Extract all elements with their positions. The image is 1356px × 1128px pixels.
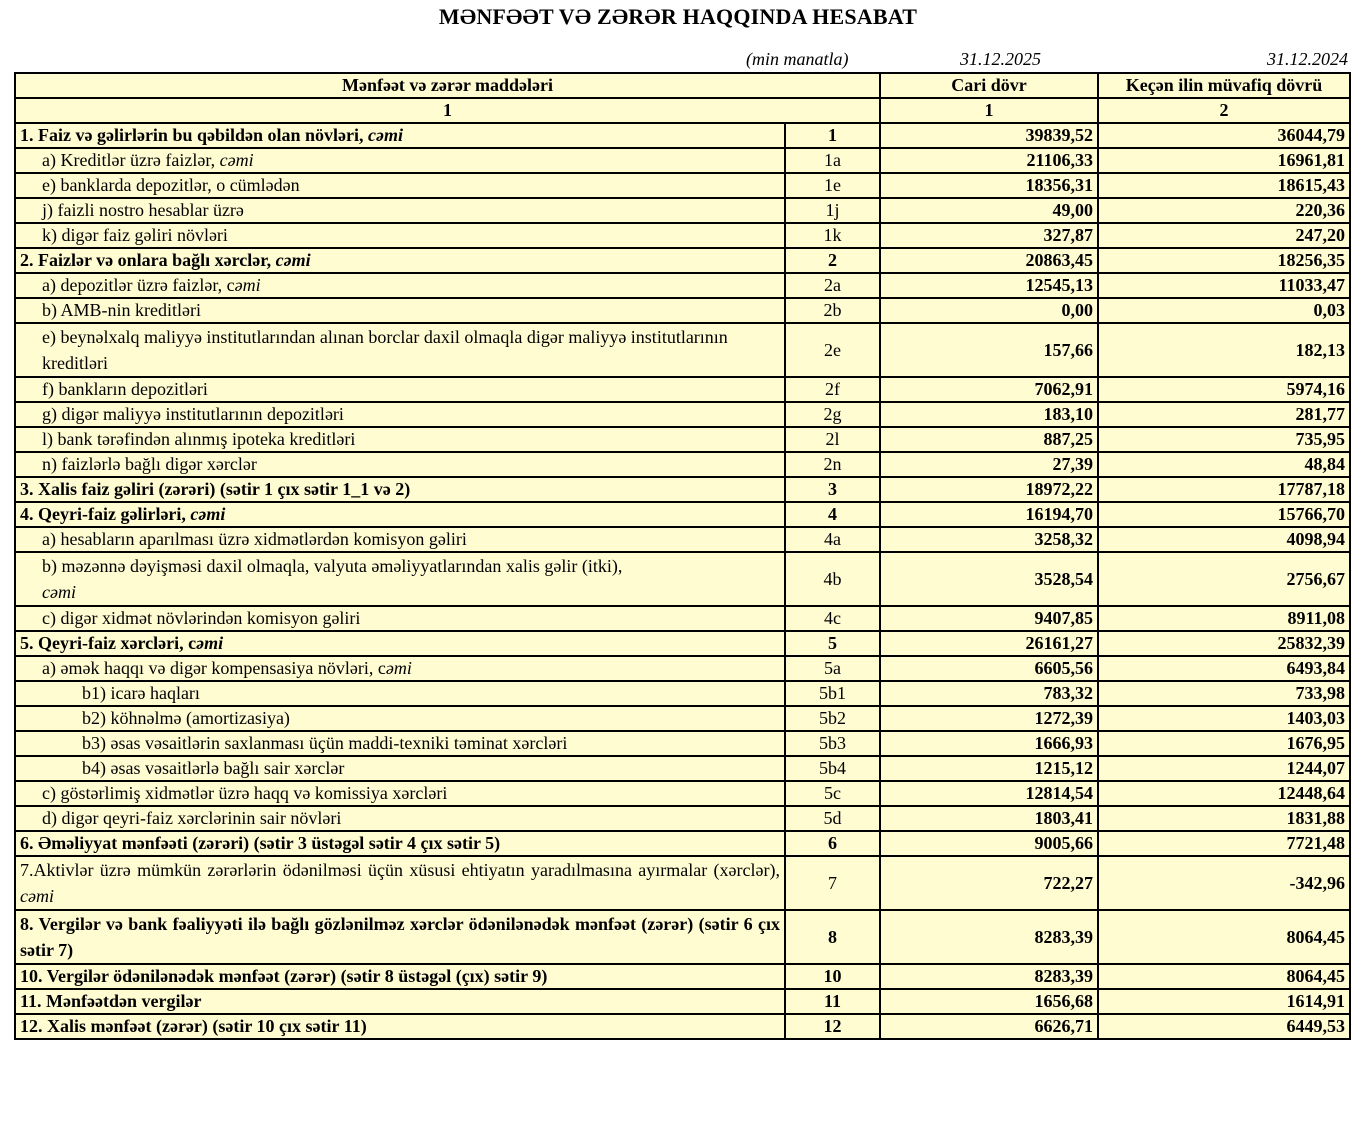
row-code: 1a (785, 148, 880, 173)
row-code: 2b (785, 298, 880, 323)
row-label: e) banklarda depozitlər, o cümlədən (15, 173, 785, 198)
column-number-items: 1 (15, 98, 880, 123)
row-previous-value: 4098,94 (1098, 527, 1350, 552)
row-label: b4) əsas vəsaitlərlə bağlı sair xərclər (15, 756, 785, 781)
table-row (15, 427, 1350, 452)
row-code: 2e (785, 323, 880, 377)
row-code: 1 (785, 123, 880, 148)
row-previous-value: 1244,07 (1098, 756, 1350, 781)
table-row (15, 856, 1350, 910)
row-current-value: 12814,54 (880, 781, 1098, 806)
row-current-value: 12545,13 (880, 273, 1098, 298)
table-row (15, 123, 1350, 148)
row-previous-value: 17787,18 (1098, 477, 1350, 502)
row-code: 1j (785, 198, 880, 223)
table-row (15, 452, 1350, 477)
row-current-value: 783,32 (880, 681, 1098, 706)
row-label: b) məzənnə dəyişməsi daxil olmaqla, valyuta əməliyyatlarından xalis gəlir (itki), cəmi (15, 552, 785, 606)
column-number-current: 1 (880, 98, 1098, 123)
table-row (15, 831, 1350, 856)
row-label: 1. Faiz və gəlirlərin bu qəbildən olan növləri, cəmi (15, 123, 785, 148)
row-previous-value: 11033,47 (1098, 273, 1350, 298)
table-row (15, 248, 1350, 273)
row-label: b) AMB-nin kreditləri (15, 298, 785, 323)
row-current-value: 157,66 (880, 323, 1098, 377)
row-code: 4 (785, 502, 880, 527)
row-code: 2a (785, 273, 880, 298)
row-label: c) digər xidmət növlərindən komisyon gəliri (15, 606, 785, 631)
row-current-value: 722,27 (880, 856, 1098, 910)
row-current-value: 6605,56 (880, 656, 1098, 681)
unit-label: (min manatla) (746, 49, 849, 69)
row-current-value: 18972,22 (880, 477, 1098, 502)
row-previous-value: 182,13 (1098, 323, 1350, 377)
row-previous-value: 247,20 (1098, 223, 1350, 248)
row-code: 6 (785, 831, 880, 856)
row-label: 4. Qeyri-faiz gəlirləri, cəmi (15, 502, 785, 527)
row-current-value: 6626,71 (880, 1014, 1098, 1039)
row-label: j) faizli nostro hesablar üzrə (15, 198, 785, 223)
table-row (15, 477, 1350, 502)
date-previous: 31.12.2024 (1267, 49, 1348, 69)
row-previous-value: -342,96 (1098, 856, 1350, 910)
row-code: 2f (785, 377, 880, 402)
row-current-value: 1666,93 (880, 731, 1098, 756)
row-current-value: 887,25 (880, 427, 1098, 452)
table-row (15, 323, 1350, 377)
row-label: 5. Qeyri-faiz xərcləri, cəmi (15, 631, 785, 656)
row-label: l) bank tərəfindən alınmış ipoteka kreditləri (15, 427, 785, 452)
table-row (15, 781, 1350, 806)
row-previous-value: 25832,39 (1098, 631, 1350, 656)
row-code: 5 (785, 631, 880, 656)
row-previous-value: 2756,67 (1098, 552, 1350, 606)
row-code: 5c (785, 781, 880, 806)
row-label: b3) əsas vəsaitlərin saxlanması üçün maddi-texniki təminat xərcləri (15, 731, 785, 756)
row-code: 5b4 (785, 756, 880, 781)
row-code: 2n (785, 452, 880, 477)
row-previous-value: 12448,64 (1098, 781, 1350, 806)
row-previous-value: 8911,08 (1098, 606, 1350, 631)
table-row (15, 606, 1350, 631)
report-title: MƏNFƏƏT VƏ ZƏRƏR HAQQINDA HESABAT (438, 4, 918, 29)
row-code: 5d (785, 806, 880, 831)
row-label: 7.Aktivlər üzrə mümkün zərərlərin ödənilməsi üçün xüsusi ehtiyatın yaradılmasına ayırmalar (xərclər), cəmi (15, 856, 785, 910)
row-current-value: 20863,45 (880, 248, 1098, 273)
row-label: e) beynəlxalq maliyyə institutlarından alınan borclar daxil olmaqla digər maliyyə institutlarının kreditləri (15, 323, 785, 377)
table-row (15, 377, 1350, 402)
row-previous-value: 18256,35 (1098, 248, 1350, 273)
header-previous: Keçən ilin müvafiq dövrü (1098, 73, 1350, 98)
row-previous-value: 1614,91 (1098, 989, 1350, 1014)
row-current-value: 18356,31 (880, 173, 1098, 198)
row-label: 11. Mənfəətdən vergilər (15, 989, 785, 1014)
row-current-value: 39839,52 (880, 123, 1098, 148)
row-label: 10. Vergilər ödənilənədək mənfəət (zərər) (sətir 8 üstəgəl (çıx) sətir 9) (15, 964, 785, 989)
header-row (15, 73, 1350, 98)
row-code: 2l (785, 427, 880, 452)
row-label: n) faizlərlə bağlı digər xərclər (15, 452, 785, 477)
row-code: 2 (785, 248, 880, 273)
table-row (15, 656, 1350, 681)
row-label: f) bankların depozitləri (15, 377, 785, 402)
table-row (15, 298, 1350, 323)
table-row (15, 173, 1350, 198)
row-code: 4a (785, 527, 880, 552)
row-previous-value: 1831,88 (1098, 806, 1350, 831)
row-label: 3. Xalis faiz gəliri (zərəri) (sətir 1 çıx sətir 1_1 və 2) (15, 477, 785, 502)
row-current-value: 327,87 (880, 223, 1098, 248)
row-previous-value: 1676,95 (1098, 731, 1350, 756)
row-current-value: 1803,41 (880, 806, 1098, 831)
row-previous-value: 1403,03 (1098, 706, 1350, 731)
row-previous-value: 733,98 (1098, 681, 1350, 706)
row-label: a) əmək haqqı və digər kompensasiya növləri, cəmi (15, 656, 785, 681)
row-current-value: 27,39 (880, 452, 1098, 477)
header-current: Cari dövr (880, 73, 1098, 98)
table-row (15, 527, 1350, 552)
row-previous-value: 6449,53 (1098, 1014, 1350, 1039)
row-current-value: 1656,68 (880, 989, 1098, 1014)
table-row (15, 1014, 1350, 1039)
table-row (15, 910, 1350, 964)
table-row (15, 731, 1350, 756)
table-row (15, 552, 1350, 606)
row-code: 8 (785, 910, 880, 964)
row-label: 2. Faizlər və onlara bağlı xərclər, cəmi (15, 248, 785, 273)
row-current-value: 21106,33 (880, 148, 1098, 173)
row-label: k) digər faiz gəliri növləri (15, 223, 785, 248)
row-previous-value: 0,03 (1098, 298, 1350, 323)
row-previous-value: 16961,81 (1098, 148, 1350, 173)
column-number-previous: 2 (1098, 98, 1350, 123)
row-label: d) digər qeyri-faiz xərclərinin sair növləri (15, 806, 785, 831)
row-previous-value: 7721,48 (1098, 831, 1350, 856)
row-label: b2) köhnəlmə (amortizasiya) (15, 706, 785, 731)
row-current-value: 3258,32 (880, 527, 1098, 552)
row-code: 5b2 (785, 706, 880, 731)
row-code: 10 (785, 964, 880, 989)
row-current-value: 0,00 (880, 298, 1098, 323)
row-code: 4b (785, 552, 880, 606)
row-current-value: 16194,70 (880, 502, 1098, 527)
row-label: g) digər maliyyə institutlarının depozitləri (15, 402, 785, 427)
row-current-value: 8283,39 (880, 910, 1098, 964)
table-row (15, 706, 1350, 731)
row-current-value: 7062,91 (880, 377, 1098, 402)
row-current-value: 183,10 (880, 402, 1098, 427)
row-code: 1e (785, 173, 880, 198)
table-row (15, 756, 1350, 781)
table-row (15, 223, 1350, 248)
row-current-value: 1272,39 (880, 706, 1098, 731)
table-row (15, 964, 1350, 989)
header-items: Mənfəət və zərər maddələri (15, 73, 880, 98)
row-label: 6. Əməliyyat mənfəəti (zərəri) (sətir 3 üstəgəl sətir 4 çıx sətir 5) (15, 831, 785, 856)
row-previous-value: 8064,45 (1098, 964, 1350, 989)
table-row (15, 681, 1350, 706)
row-previous-value: 48,84 (1098, 452, 1350, 477)
table-row (15, 198, 1350, 223)
row-code: 5b3 (785, 731, 880, 756)
row-previous-value: 8064,45 (1098, 910, 1350, 964)
table-row (15, 148, 1350, 173)
row-label: c) göstərlimiş xidmətlər üzrə haqq və komissiya xərcləri (15, 781, 785, 806)
row-code: 3 (785, 477, 880, 502)
row-code: 4c (785, 606, 880, 631)
row-label: a) Kreditlər üzrə faizlər, cəmi (15, 148, 785, 173)
row-previous-value: 15766,70 (1098, 502, 1350, 527)
row-current-value: 9407,85 (880, 606, 1098, 631)
row-code: 5a (785, 656, 880, 681)
row-code: 5b1 (785, 681, 880, 706)
income-statement-table (14, 72, 1351, 1040)
date-current: 31.12.2025 (960, 49, 1041, 69)
row-previous-value: 735,95 (1098, 427, 1350, 452)
row-code: 7 (785, 856, 880, 910)
row-current-value: 1215,12 (880, 756, 1098, 781)
row-label: a) hesabların aparılması üzrə xidmətlərdən komisyon gəliri (15, 527, 785, 552)
row-code: 11 (785, 989, 880, 1014)
row-previous-value: 18615,43 (1098, 173, 1350, 198)
column-number-row (15, 98, 1350, 123)
row-current-value: 3528,54 (880, 552, 1098, 606)
row-previous-value: 5974,16 (1098, 377, 1350, 402)
row-code: 1k (785, 223, 880, 248)
table-row (15, 806, 1350, 831)
table-row (15, 273, 1350, 298)
table-row (15, 631, 1350, 656)
row-label: a) depozitlər üzrə faizlər, cəmi (15, 273, 785, 298)
table-row (15, 402, 1350, 427)
row-current-value: 9005,66 (880, 831, 1098, 856)
row-previous-value: 6493,84 (1098, 656, 1350, 681)
row-previous-value: 220,36 (1098, 198, 1350, 223)
row-label: b1) icarə haqları (15, 681, 785, 706)
row-current-value: 8283,39 (880, 964, 1098, 989)
row-previous-value: 281,77 (1098, 402, 1350, 427)
row-current-value: 49,00 (880, 198, 1098, 223)
row-code: 12 (785, 1014, 880, 1039)
table-row (15, 502, 1350, 527)
row-code: 2g (785, 402, 880, 427)
row-previous-value: 36044,79 (1098, 123, 1350, 148)
row-current-value: 26161,27 (880, 631, 1098, 656)
row-label: 8. Vergilər və bank fəaliyyəti ilə bağlı gözlənilməz xərclər ödənilənədək mənfəət (zərər) (sətir 6 çıx sətir 7) (15, 910, 785, 964)
row-label: 12. Xalis mənfəət (zərər) (sətir 10 çıx sətir 11) (15, 1014, 785, 1039)
table-row (15, 989, 1350, 1014)
